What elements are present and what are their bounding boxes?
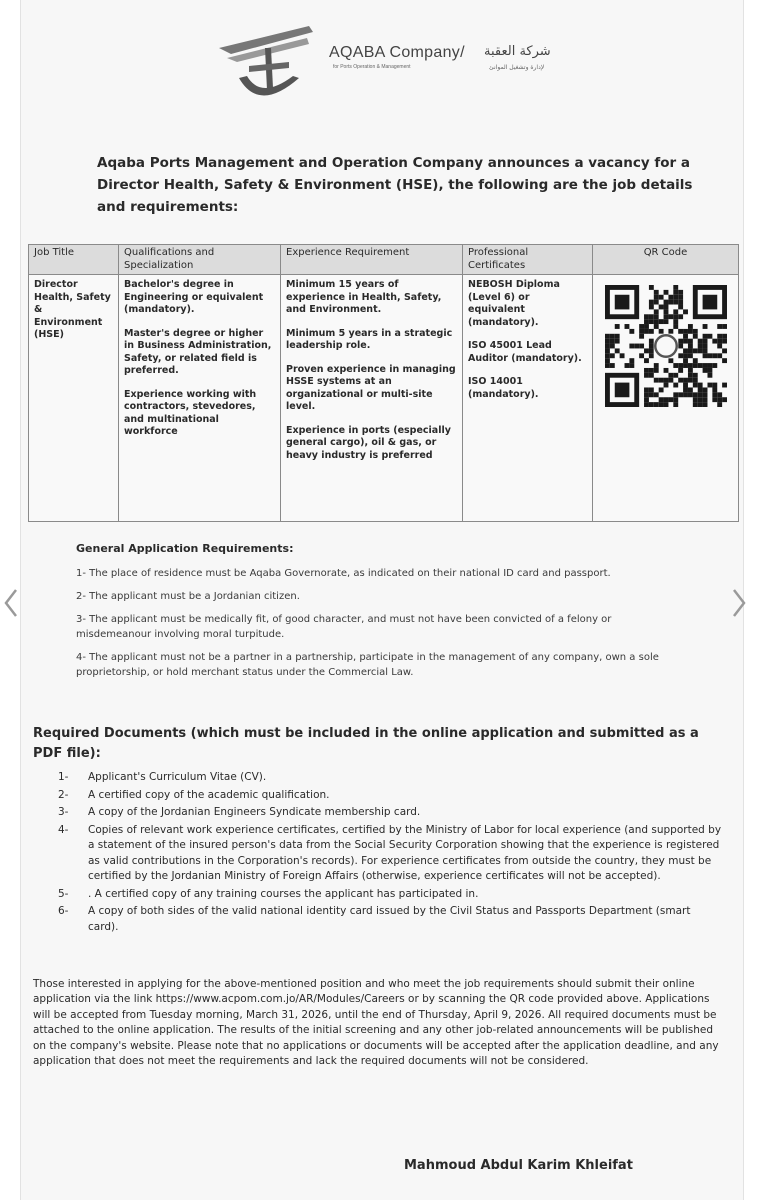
list-item bbox=[58, 887, 723, 903]
list-item bbox=[58, 805, 723, 821]
list-item bbox=[58, 904, 723, 935]
job-details-table bbox=[28, 244, 739, 522]
item-number: 1- bbox=[58, 771, 69, 783]
qualification-item: Master's degree or higher in Business Administration, Safety, or related field is preferred. bbox=[124, 327, 272, 376]
signature-name: Mahmoud Abdul Karim Khleifat bbox=[404, 1158, 633, 1173]
cell-qualifications bbox=[119, 275, 281, 522]
item-number: 3- bbox=[58, 806, 69, 818]
general-requirements-title: General Application Requirements: bbox=[76, 542, 294, 555]
header-certificates: Professional Certificates bbox=[463, 245, 593, 275]
general-requirements-list bbox=[76, 566, 686, 688]
item-text: Copies of relevant work experience certificates, certified by the Ministry of Labor for local experience (and supported by a statement of the insured person's data from the Social Security Corporation showing that the experience is registered as valid contributions in the Corporation's records). For experience certificates from outside the country, they must be certified by the Jordanian Ministry of Foreign Affairs (otherwise, experience certificates will not be accepted). bbox=[88, 823, 722, 882]
certificate-item: ISO 14001 (mandatory). bbox=[468, 376, 539, 400]
logo-name-ar: شركة العقبة bbox=[484, 44, 551, 59]
logo-subtitle-en: for Ports Operation & Management bbox=[333, 64, 411, 70]
item-text: A copy of the Jordanian Engineers Syndicate membership card. bbox=[88, 806, 421, 818]
intro-paragraph: Aqaba Ports Management and Operation Company announces a vacancy for a Director Health, Safety & Environment (HSE), the following are the job details and requirements: bbox=[97, 155, 693, 215]
logo-subtitle-ar: لإدارة وتشغيل الموانئ bbox=[489, 64, 545, 71]
cell-qr-code bbox=[593, 275, 739, 522]
qr-code-icon[interactable] bbox=[605, 285, 727, 407]
cell-certificates bbox=[463, 275, 593, 522]
cell-experience bbox=[281, 275, 463, 522]
item-number: 6- bbox=[58, 905, 69, 917]
chevron-left-icon bbox=[3, 588, 19, 618]
closing-paragraph: Those interested in applying for the above-mentioned position and who meet the job requirements should submit their online application via the link https://www.acpom.com.jo/AR/Modules/Careers or by scanning the QR code provided above. Applications will be accepted from Tuesday morning, March 31, 2026, until the end of Thursday, April 9, 2026. All required documents must be attached to the online application. The results of the initial screening and any other job-related announcements will be published on the company's website. Please note that no applications or documents will be accepted after the application deadline, and any application that does not meet the requirements and lack the required documents will not be considered. bbox=[33, 978, 719, 1068]
item-number: 4- bbox=[58, 823, 69, 836]
certificate-item: ISO 45001 Lead Auditor (mandatory). bbox=[468, 340, 582, 364]
item-text: A copy of both sides of the valid national identity card issued by the Civil Status and Passports Department (smart card). bbox=[88, 905, 691, 933]
required-documents-title: Required Documents (which must be included in the online application and submitted as a PDF file): bbox=[33, 726, 699, 761]
experience-item: Proven experience in managing HSSE systems at an organizational or multi-site level. bbox=[286, 363, 456, 412]
chevron-right-icon bbox=[731, 588, 747, 618]
item-number: 5- bbox=[58, 887, 69, 900]
table-row bbox=[29, 275, 739, 522]
qualification-item: Bachelor's degree in Engineering or equivalent (mandatory). bbox=[124, 279, 264, 315]
cell-job-title: Director Health, Safety & Environment (HSE) bbox=[29, 275, 119, 522]
header-job-title: Job Title bbox=[29, 245, 119, 275]
experience-item: Minimum 15 years of experience in Health, Safety, and Environment. bbox=[286, 279, 442, 315]
certificate-item: NEBOSH Diploma (Level 6) or equivalent (mandatory). bbox=[468, 279, 560, 328]
experience-item: Experience in ports (especially general cargo), oil & gas, or heavy industry is preferred bbox=[286, 424, 451, 461]
item-number: 2- bbox=[58, 788, 69, 801]
item-text: . A certified copy of any training courses the applicant has participated in. bbox=[88, 887, 479, 900]
list-item bbox=[58, 788, 723, 804]
header-experience: Experience Requirement bbox=[281, 245, 463, 275]
list-item: 3- The applicant must be medically fit, of good character, and must not have been convicted of a felony or misdemeanour involving moral turpitude. bbox=[76, 614, 612, 640]
header-qualifications: Qualifications and Specialization bbox=[119, 245, 281, 275]
logo-name-en: AQABA Company/ bbox=[329, 44, 465, 61]
next-button[interactable] bbox=[728, 583, 750, 623]
previous-button[interactable] bbox=[0, 583, 22, 623]
list-item: 4- The applicant must not be a partner in a partnership, participate in the management of any company, own a sole proprietorship, or hold merchant status under the Commercial Law. bbox=[76, 652, 659, 678]
list-item: 2- The applicant must be a Jordanian citizen. bbox=[76, 591, 300, 602]
item-text: Applicant's Curriculum Vitae (CV). bbox=[88, 771, 267, 783]
list-item bbox=[58, 823, 723, 885]
qualification-item: Experience working with contractors, stevedores, and multinational workforce bbox=[124, 388, 257, 437]
anchor-logo-icon bbox=[209, 18, 329, 108]
list-item bbox=[58, 770, 723, 786]
header-qr-code: QR Code bbox=[593, 245, 739, 275]
company-logo bbox=[209, 18, 609, 108]
experience-item: Minimum 5 years in a strategic leadership role. bbox=[286, 327, 453, 351]
list-item: 1- The place of residence must be Aqaba Governorate, as indicated on their national ID card and passport. bbox=[76, 568, 611, 579]
required-documents-list bbox=[58, 770, 723, 937]
item-text: A certified copy of the academic qualification. bbox=[88, 788, 330, 801]
table-header-row bbox=[29, 245, 739, 275]
